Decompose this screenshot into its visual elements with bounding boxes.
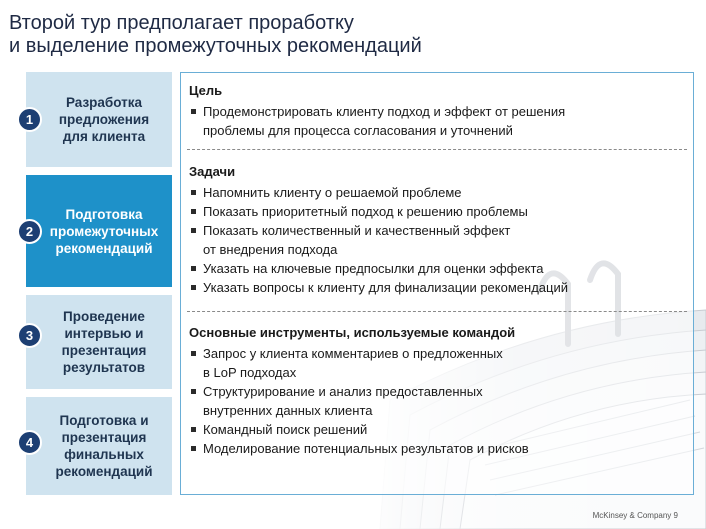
tools-item-1-line1: Запрос у клиента комментариев о предложенных bbox=[203, 346, 503, 361]
goal-heading: Цель bbox=[189, 83, 223, 98]
step-2-label: Подготовка промежуточных рекомендаций bbox=[49, 206, 159, 256]
list-item bbox=[189, 439, 685, 458]
tasks-heading: Задачи bbox=[189, 164, 236, 179]
step-4[interactable] bbox=[26, 397, 172, 495]
tools-list bbox=[189, 344, 685, 458]
goal-list bbox=[189, 102, 685, 140]
list-item bbox=[189, 183, 685, 202]
slide-title-line1: Второй тур предполагает проработку bbox=[9, 12, 354, 34]
tasks-item-4: Указать на ключевые предпосылки для оценки эффекта bbox=[203, 261, 544, 276]
step-3[interactable] bbox=[26, 295, 172, 389]
step-2[interactable] bbox=[26, 175, 172, 287]
slide-title bbox=[9, 12, 649, 58]
step-1-number-badge: 1 bbox=[17, 107, 42, 132]
tasks-item-1: Напомнить клиенту о решаемой проблеме bbox=[203, 185, 462, 200]
tasks-item-3-line2: от внедрения подхода bbox=[203, 242, 338, 257]
tools-item-4: Моделирование потенциальных результатов и рисков bbox=[203, 441, 529, 456]
list-item bbox=[189, 102, 685, 140]
section-divider-2 bbox=[187, 311, 687, 312]
slide-title-line2: и выделение промежуточных рекомендаций bbox=[9, 35, 422, 57]
tools-section bbox=[189, 324, 685, 458]
content-panel bbox=[180, 72, 694, 495]
goal-item-1-line2: проблемы для процесса согласования и уточнений bbox=[203, 123, 513, 138]
list-item bbox=[189, 259, 685, 278]
step-3-number-badge: 3 bbox=[17, 323, 42, 348]
list-item bbox=[189, 420, 685, 439]
page-number: 9 bbox=[673, 511, 678, 520]
tasks-item-2: Показать приоритетный подход к решению проблемы bbox=[203, 204, 528, 219]
step-3-label: Проведение интервью и презентация результатов bbox=[61, 309, 147, 375]
list-item bbox=[189, 278, 685, 297]
list-item bbox=[189, 202, 685, 221]
tasks-list bbox=[189, 183, 685, 297]
goal-item-1-line1: Продемонстрировать клиенту подход и эффект от решения bbox=[203, 104, 566, 119]
section-divider-1 bbox=[187, 149, 687, 150]
tools-item-3: Командный поиск решений bbox=[203, 422, 368, 437]
list-item bbox=[189, 382, 685, 420]
goal-section bbox=[189, 82, 685, 140]
step-4-label: Подготовка и презентация финальных рекомендаций bbox=[55, 413, 153, 479]
tools-item-2-line2: внутренних данных клиента bbox=[203, 403, 373, 418]
list-item bbox=[189, 221, 685, 259]
step-1[interactable] bbox=[26, 72, 172, 167]
step-2-number-badge: 2 bbox=[17, 219, 42, 244]
footer bbox=[593, 511, 678, 520]
list-item bbox=[189, 344, 685, 382]
step-1-label: Разработка предложения для клиента bbox=[58, 95, 150, 144]
tools-item-2-line1: Структурирование и анализ предоставленных bbox=[203, 384, 483, 399]
tasks-item-5: Указать вопросы к клиенту для финализации рекомендаций bbox=[203, 280, 568, 295]
tasks-item-3-line1: Показать количественный и качественный эффект bbox=[203, 223, 511, 238]
tools-heading: Основные инструменты, используемые командой bbox=[189, 325, 516, 340]
footer-brand: McKinsey & Company bbox=[592, 511, 672, 520]
tasks-section bbox=[189, 163, 685, 297]
step-4-number-badge: 4 bbox=[17, 430, 42, 455]
tools-item-1-line2: в LoP подходах bbox=[203, 365, 297, 380]
